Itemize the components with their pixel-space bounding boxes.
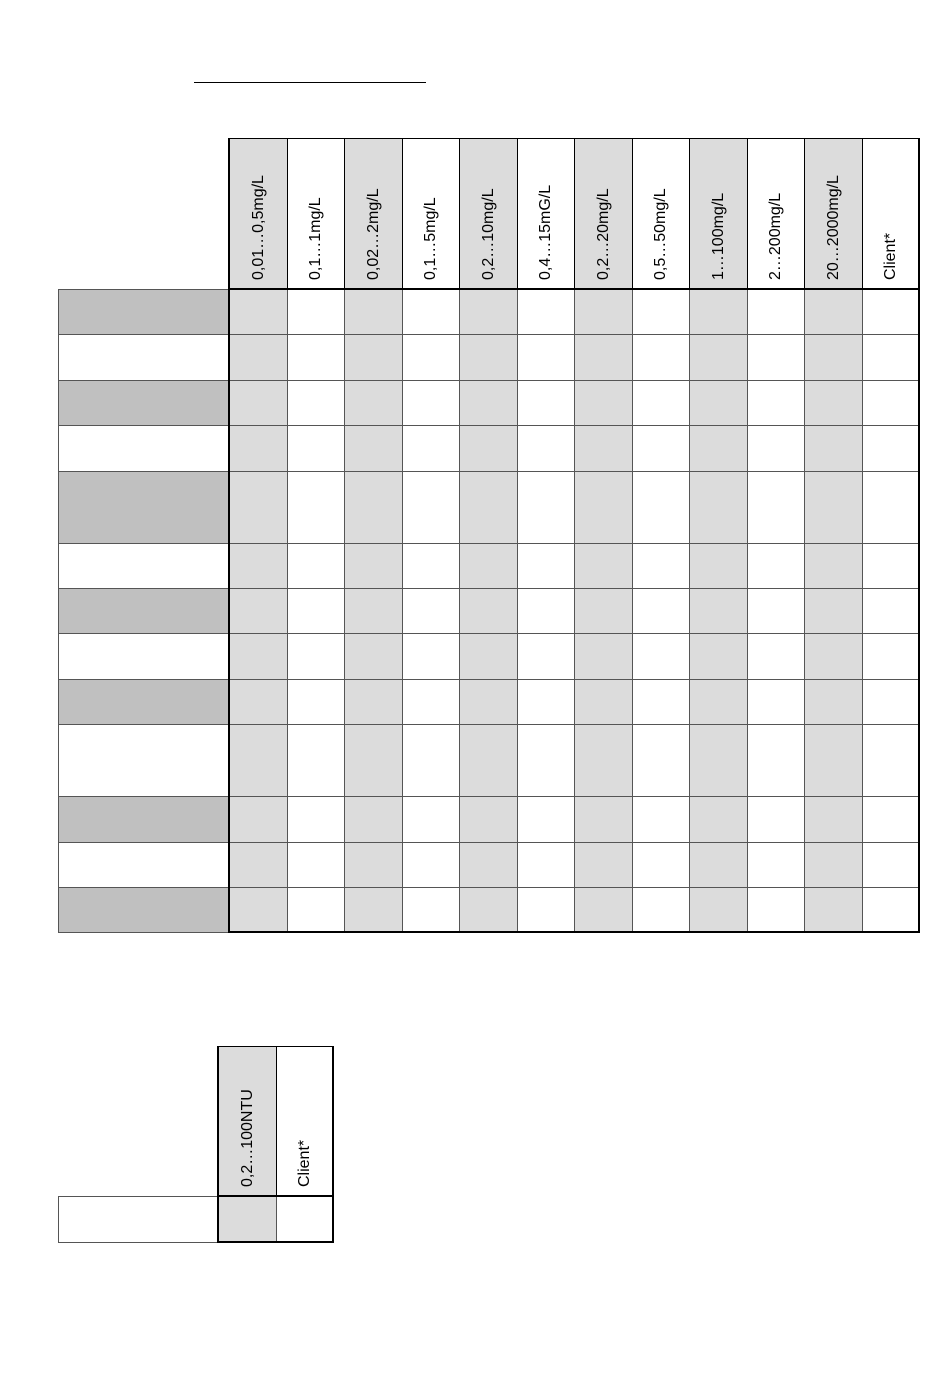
table-cell[interactable] (287, 679, 346, 725)
table-cell[interactable] (804, 289, 863, 335)
table-cell[interactable] (402, 796, 461, 842)
table-cell[interactable] (862, 679, 921, 725)
row-label-cell (58, 679, 229, 725)
table-cell[interactable] (344, 724, 403, 797)
table-cell[interactable] (344, 633, 403, 679)
table-cell[interactable] (402, 425, 461, 471)
table-cell[interactable] (747, 425, 806, 471)
column-header-label: Client* (296, 1139, 314, 1187)
table-cell[interactable] (574, 796, 633, 842)
table-cell[interactable] (689, 633, 748, 679)
table-cell[interactable] (632, 633, 691, 679)
column-header-label: 20…2000mg/L (824, 175, 842, 280)
table-cell[interactable] (747, 796, 806, 842)
table-cell[interactable] (689, 724, 748, 797)
table-cell[interactable] (689, 471, 748, 544)
column-header (574, 138, 633, 290)
row-label-cell (58, 633, 229, 679)
column-header-label: 0,5…50mg/L (652, 188, 670, 280)
table-cell[interactable] (632, 380, 691, 426)
table-cell[interactable] (459, 588, 518, 634)
table-cell[interactable] (574, 334, 633, 380)
table-cell[interactable] (517, 724, 576, 797)
table-cell[interactable] (574, 471, 633, 544)
table-cell[interactable] (804, 633, 863, 679)
table-cell[interactable] (632, 796, 691, 842)
table-border (217, 1195, 333, 1197)
table-cell[interactable] (229, 679, 288, 725)
table-cell[interactable] (747, 380, 806, 426)
table-cell[interactable] (747, 633, 806, 679)
table-cell[interactable] (804, 543, 863, 589)
table-border (217, 1046, 219, 1242)
table-cell[interactable] (804, 679, 863, 725)
table-cell[interactable] (804, 887, 863, 933)
table-cell[interactable] (862, 796, 921, 842)
table-cell[interactable] (229, 796, 288, 842)
table-border (217, 1241, 333, 1243)
table-cell[interactable] (804, 471, 863, 544)
column-header (276, 1046, 335, 1197)
column-header-label: 0,2…100NTU (238, 1089, 256, 1187)
table-cell[interactable] (344, 887, 403, 933)
table-cell[interactable] (804, 588, 863, 634)
table-cell[interactable] (574, 425, 633, 471)
table-cell[interactable] (862, 633, 921, 679)
table-cell[interactable] (574, 289, 633, 335)
table-cell[interactable] (402, 289, 461, 335)
table-cell[interactable] (574, 588, 633, 634)
table-cell[interactable] (459, 679, 518, 725)
table-cell[interactable] (689, 679, 748, 725)
table-cell[interactable] (747, 724, 806, 797)
row-label-cell (58, 289, 229, 335)
table-cell[interactable] (402, 887, 461, 933)
table-cell[interactable] (229, 471, 288, 544)
table-cell[interactable] (229, 334, 288, 380)
table-cell[interactable] (229, 724, 288, 797)
table-cell[interactable] (632, 724, 691, 797)
table-cell[interactable] (287, 425, 346, 471)
table-cell[interactable] (747, 289, 806, 335)
row-label-cell (58, 380, 229, 426)
table-cell[interactable] (517, 543, 576, 589)
row-label-cell (58, 471, 229, 544)
column-header (804, 138, 863, 290)
table-cell[interactable] (402, 842, 461, 888)
table-cell[interactable] (804, 425, 863, 471)
table-cell[interactable] (344, 334, 403, 380)
table-cell[interactable] (804, 796, 863, 842)
table-cell[interactable] (344, 425, 403, 471)
table-cell[interactable] (344, 380, 403, 426)
table-cell[interactable] (574, 724, 633, 797)
row-label-cell (58, 334, 229, 380)
table-cell[interactable] (689, 425, 748, 471)
table-cell[interactable] (459, 380, 518, 426)
table-cell[interactable] (287, 796, 346, 842)
table-cell[interactable] (804, 842, 863, 888)
table-cell[interactable] (459, 633, 518, 679)
row-label-cell (58, 543, 229, 589)
table-cell[interactable] (517, 425, 576, 471)
table-cell[interactable] (229, 425, 288, 471)
table-cell[interactable] (517, 471, 576, 544)
table-cell[interactable] (862, 380, 921, 426)
table-cell[interactable] (747, 471, 806, 544)
column-header (402, 138, 461, 290)
table-cell[interactable] (747, 887, 806, 933)
column-header (517, 138, 576, 290)
table-cell[interactable] (862, 289, 921, 335)
table-cell[interactable] (218, 1196, 277, 1243)
table-cell[interactable] (632, 679, 691, 725)
table-cell[interactable] (574, 679, 633, 725)
row-label-cell (58, 887, 229, 933)
table-cell[interactable] (459, 334, 518, 380)
table-cell[interactable] (459, 425, 518, 471)
column-header-label: 0,02…2mg/L (364, 188, 382, 280)
table-cell[interactable] (632, 425, 691, 471)
table-cell[interactable] (402, 471, 461, 544)
table-cell[interactable] (459, 724, 518, 797)
table-cell[interactable] (747, 543, 806, 589)
table-cell[interactable] (402, 679, 461, 725)
column-header (287, 138, 346, 290)
column-header (459, 138, 518, 290)
table-cell[interactable] (459, 289, 518, 335)
table-cell[interactable] (517, 842, 576, 888)
row-label-cell (58, 842, 229, 888)
table-cell[interactable] (632, 543, 691, 589)
table-cell[interactable] (747, 679, 806, 725)
table-cell[interactable] (459, 543, 518, 589)
column-header-label: 2…200mg/L (767, 192, 785, 280)
table-cell[interactable] (862, 842, 921, 888)
row-label-cell (58, 1196, 229, 1243)
table-cell[interactable] (517, 796, 576, 842)
column-header-label: Client* (882, 232, 900, 280)
table-border (918, 138, 920, 933)
table-cell[interactable] (862, 425, 921, 471)
table-cell[interactable] (229, 633, 288, 679)
table-cell[interactable] (862, 543, 921, 589)
table-cell[interactable] (632, 334, 691, 380)
table-cell[interactable] (459, 842, 518, 888)
table-cell[interactable] (862, 887, 921, 933)
table-cell[interactable] (287, 334, 346, 380)
table-cell[interactable] (287, 380, 346, 426)
title-underline (194, 82, 426, 83)
row-label-cell (58, 425, 229, 471)
table-cell[interactable] (287, 471, 346, 544)
table-cell[interactable] (344, 842, 403, 888)
table-border (332, 1046, 334, 1243)
column-header (218, 1046, 277, 1197)
column-header-label: 0,1…1mg/L (307, 197, 325, 280)
table-cell[interactable] (689, 543, 748, 589)
table-cell[interactable] (517, 334, 576, 380)
table-cell[interactable] (344, 289, 403, 335)
table-cell[interactable] (574, 887, 633, 933)
table-cell[interactable] (344, 679, 403, 725)
table-cell[interactable] (459, 887, 518, 933)
column-header (632, 138, 691, 290)
table-cell[interactable] (287, 588, 346, 634)
table-cell[interactable] (689, 380, 748, 426)
table-cell[interactable] (287, 289, 346, 335)
column-header-label: 0,4…15mG/L (537, 184, 555, 280)
table-cell[interactable] (632, 842, 691, 888)
table-cell[interactable] (689, 887, 748, 933)
column-header (747, 138, 806, 290)
column-header-label: 1…100mg/L (709, 192, 727, 280)
table-cell[interactable] (517, 679, 576, 725)
table-cell[interactable] (632, 289, 691, 335)
table-cell[interactable] (287, 842, 346, 888)
column-header (689, 138, 748, 290)
table-cell[interactable] (517, 633, 576, 679)
table-cell[interactable] (402, 724, 461, 797)
table-cell[interactable] (574, 543, 633, 589)
table-cell[interactable] (229, 588, 288, 634)
column-header-label: 0,01…0,5mg/L (249, 175, 267, 280)
table-cell[interactable] (862, 471, 921, 544)
column-header-label: 0,2…20mg/L (594, 188, 612, 280)
table-cell[interactable] (632, 588, 691, 634)
table-cell[interactable] (344, 543, 403, 589)
table-cell[interactable] (689, 289, 748, 335)
table-cell[interactable] (804, 334, 863, 380)
table-cell[interactable] (229, 289, 288, 335)
row-label-cell (58, 796, 229, 842)
table-border (228, 138, 230, 932)
column-header-label: 0,1…5mg/L (422, 197, 440, 280)
table-cell[interactable] (402, 334, 461, 380)
table-cell[interactable] (459, 796, 518, 842)
table-cell[interactable] (287, 543, 346, 589)
table-cell[interactable] (862, 724, 921, 797)
table-cell[interactable] (862, 334, 921, 380)
table-cell[interactable] (862, 588, 921, 634)
table-cell[interactable] (574, 842, 633, 888)
table-cell[interactable] (229, 842, 288, 888)
table-cell[interactable] (747, 334, 806, 380)
table-cell[interactable] (517, 289, 576, 335)
table-border (228, 288, 919, 290)
table-cell[interactable] (344, 796, 403, 842)
column-header-label: 0,2…10mg/L (479, 188, 497, 280)
table-cell[interactable] (459, 471, 518, 544)
table-cell[interactable] (804, 380, 863, 426)
table-cell[interactable] (402, 633, 461, 679)
table-cell[interactable] (229, 887, 288, 933)
table-cell[interactable] (344, 471, 403, 544)
column-header (862, 138, 921, 290)
table-cell[interactable] (632, 471, 691, 544)
table-cell[interactable] (287, 633, 346, 679)
table-cell[interactable] (344, 588, 403, 634)
column-header (229, 138, 288, 290)
table-cell[interactable] (229, 380, 288, 426)
table-cell[interactable] (517, 380, 576, 426)
table-cell[interactable] (229, 543, 288, 589)
table-cell[interactable] (517, 588, 576, 634)
table-cell[interactable] (574, 380, 633, 426)
table-cell[interactable] (689, 796, 748, 842)
table-cell[interactable] (574, 633, 633, 679)
table-cell[interactable] (689, 588, 748, 634)
table-cell[interactable] (747, 588, 806, 634)
table-cell[interactable] (402, 588, 461, 634)
row-label-cell (58, 724, 229, 797)
table-cell[interactable] (287, 887, 346, 933)
row-label-cell (58, 588, 229, 634)
table-cell[interactable] (402, 380, 461, 426)
table-cell[interactable] (804, 724, 863, 797)
column-header (344, 138, 403, 290)
table-cell[interactable] (517, 887, 576, 933)
table-cell[interactable] (747, 842, 806, 888)
table-cell[interactable] (276, 1196, 335, 1243)
table-border (228, 931, 919, 933)
table-cell[interactable] (632, 887, 691, 933)
table-cell[interactable] (402, 543, 461, 589)
table-cell[interactable] (689, 334, 748, 380)
table-cell[interactable] (287, 724, 346, 797)
table-cell[interactable] (689, 842, 748, 888)
